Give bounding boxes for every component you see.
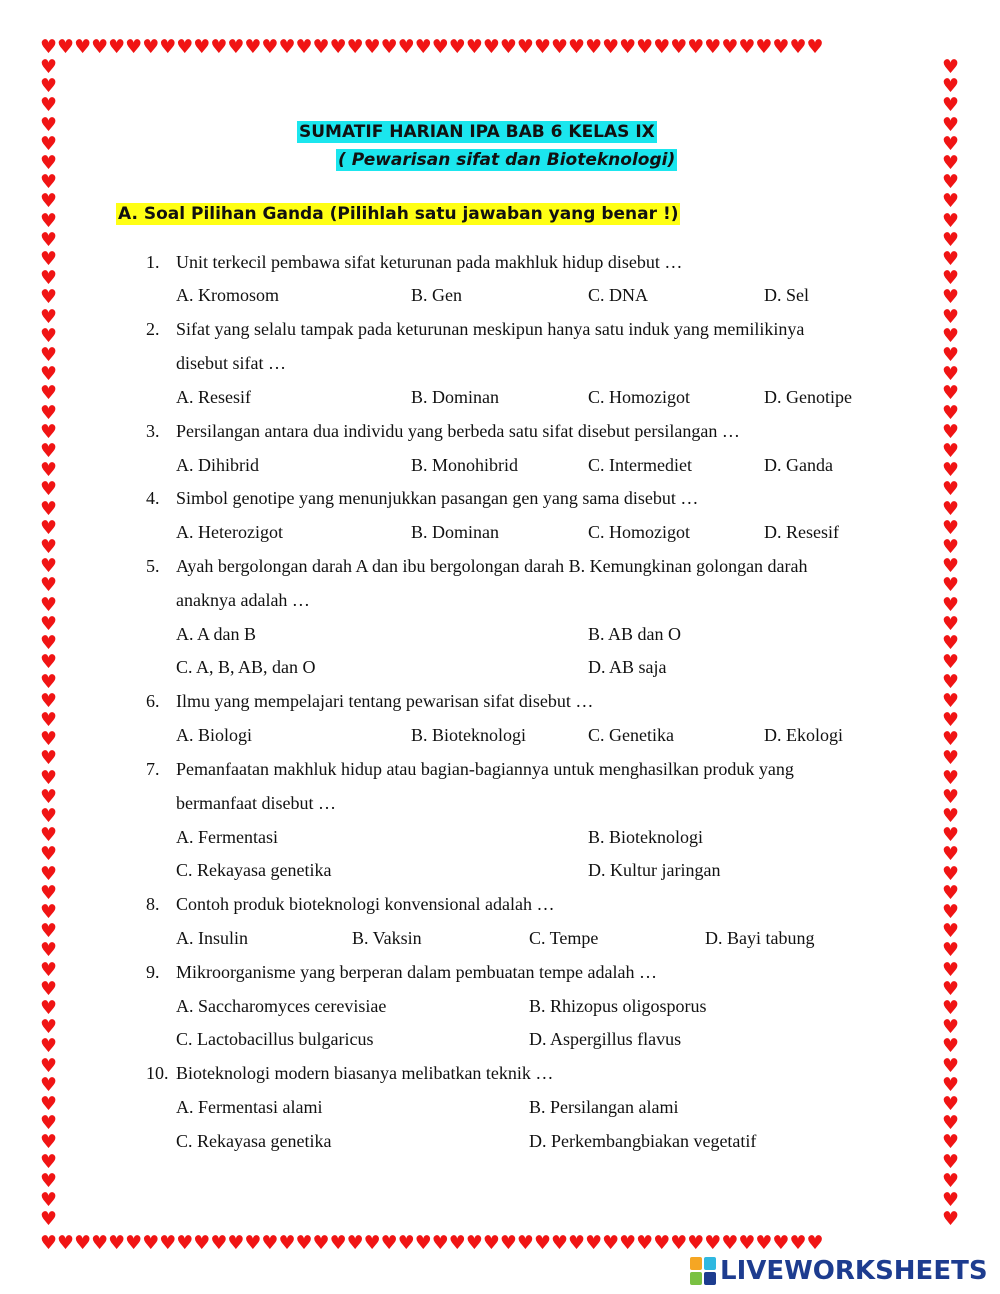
option-8a[interactable]: A. Insulin xyxy=(176,928,248,948)
liveworksheets-logo xyxy=(690,1254,988,1288)
option-3c[interactable]: C. Intermediet xyxy=(588,455,692,475)
option-6c[interactable]: C. Genetika xyxy=(588,725,674,745)
question-10 xyxy=(146,1063,553,1084)
worksheet-subtitle: ( Pewarisan sifat dan Bioteknologi) xyxy=(338,150,676,170)
option-2c[interactable]: C. Homozigot xyxy=(588,387,690,407)
question-number: 10. xyxy=(146,1063,169,1083)
option-6b[interactable]: B. Bioteknologi xyxy=(411,725,527,745)
option-10c[interactable]: C. Rekayasa genetika xyxy=(176,1131,332,1151)
logo-text: LIVEWORKSHEETS xyxy=(720,1256,988,1286)
question-5 xyxy=(146,556,808,577)
heart-border-right: ♥♥♥♥♥♥♥♥♥♥♥♥♥♥♥♥♥♥♥♥♥♥♥♥♥♥♥♥♥♥♥♥♥♥♥♥♥♥♥♥♥♥♥♥♥♥♥♥♥♥♥♥♥♥♥♥♥♥♥♥♥ xyxy=(942,58,960,1231)
worksheet-title: SUMATIF HARIAN IPA BAB 6 KELAS IX xyxy=(299,122,655,142)
option-4b[interactable]: B. Dominan xyxy=(411,522,499,542)
option-3a[interactable]: A. Dihibrid xyxy=(176,455,259,475)
option-3b[interactable]: B. Monohibrid xyxy=(411,455,519,475)
question-7 xyxy=(146,759,794,780)
question-number: 5. xyxy=(146,556,160,576)
option-2b[interactable]: B. Dominan xyxy=(411,387,499,407)
question-8 xyxy=(146,894,554,915)
option-6a[interactable]: A. Biologi xyxy=(176,725,253,745)
question-text: Unit terkecil pembawa sifat keturunan pada makhluk hidup disebut … xyxy=(176,252,683,272)
question-text: Ilmu yang mempelajari tentang pewarisan sifat disebut … xyxy=(176,691,594,711)
heart-border-top: ♥♥♥♥♥♥♥♥♥♥♥♥♥♥♥♥♥♥♥♥♥♥♥♥♥♥♥♥♥♥♥♥♥♥♥♥♥♥♥♥♥♥♥♥♥♥ xyxy=(40,38,824,58)
option-8b[interactable]: B. Vaksin xyxy=(352,928,422,948)
option-7a[interactable]: A. Fermentasi xyxy=(176,827,278,847)
option-2d[interactable]: D. Genotipe xyxy=(764,387,852,407)
option-10b[interactable]: B. Persilangan alami xyxy=(529,1097,679,1117)
question-text-continued: anaknya adalah … xyxy=(176,590,310,610)
question-2 xyxy=(146,319,804,340)
option-2a[interactable]: A. Resesif xyxy=(176,387,251,407)
option-8c[interactable]: C. Tempe xyxy=(529,928,599,948)
option-9c[interactable]: C. Lactobacillus bulgaricus xyxy=(176,1029,374,1049)
question-number: 3. xyxy=(146,421,160,441)
option-1d[interactable]: D. Sel xyxy=(764,285,809,305)
question-text: Persilangan antara dua individu yang berbeda satu sifat disebut persilangan … xyxy=(176,421,740,441)
question-4 xyxy=(146,488,698,509)
question-6 xyxy=(146,691,593,712)
question-number: 8. xyxy=(146,894,160,914)
option-10d[interactable]: D. Perkembangbiakan vegetatif xyxy=(529,1131,757,1151)
heart-border-bottom: ♥♥♥♥♥♥♥♥♥♥♥♥♥♥♥♥♥♥♥♥♥♥♥♥♥♥♥♥♥♥♥♥♥♥♥♥♥♥♥♥♥♥♥♥♥♥ xyxy=(40,1234,824,1254)
option-4c[interactable]: C. Homozigot xyxy=(588,522,690,542)
question-number: 4. xyxy=(146,488,160,508)
option-4d[interactable]: D. Resesif xyxy=(764,522,839,542)
question-text: Ayah bergolongan darah A dan ibu bergolongan darah B. Kemungkinan golongan darah xyxy=(176,556,808,576)
option-3d[interactable]: D. Ganda xyxy=(764,455,833,475)
question-number: 6. xyxy=(146,691,160,711)
question-text: Mikroorganisme yang berperan dalam pembuatan tempe adalah … xyxy=(176,962,657,982)
question-text: Simbol genotipe yang menunjukkan pasangan gen yang sama disebut … xyxy=(176,488,699,508)
question-number: 9. xyxy=(146,962,160,982)
option-9b[interactable]: B. Rhizopus oligosporus xyxy=(529,996,707,1016)
option-6d[interactable]: D. Ekologi xyxy=(764,725,843,745)
question-text-continued: disebut sifat … xyxy=(176,353,286,373)
question-9 xyxy=(146,962,657,983)
option-10a[interactable]: A. Fermentasi alami xyxy=(176,1097,323,1117)
option-5d[interactable]: D. AB saja xyxy=(588,657,667,677)
question-number: 7. xyxy=(146,759,160,779)
question-text: Contoh produk bioteknologi konvensional adalah … xyxy=(176,894,555,914)
option-4a[interactable]: A. Heterozigot xyxy=(176,522,283,542)
question-number: 2. xyxy=(146,319,160,339)
question-3 xyxy=(146,421,740,442)
question-number: 1. xyxy=(146,252,160,272)
option-7d[interactable]: D. Kultur jaringan xyxy=(588,860,721,880)
option-5a[interactable]: A. A dan B xyxy=(176,624,257,644)
option-1b[interactable]: B. Gen xyxy=(411,285,462,305)
option-7b[interactable]: B. Bioteknologi xyxy=(588,827,704,847)
option-1a[interactable]: A. Kromosom xyxy=(176,285,279,305)
option-9a[interactable]: A. Saccharomyces cerevisiae xyxy=(176,996,387,1016)
question-text-continued: bermanfaat disebut … xyxy=(176,793,336,813)
question-1 xyxy=(146,252,682,273)
option-9d[interactable]: D. Aspergillus flavus xyxy=(529,1029,682,1049)
logo-mark-icon xyxy=(690,1257,716,1285)
heart-border-left: ♥♥♥♥♥♥♥♥♥♥♥♥♥♥♥♥♥♥♥♥♥♥♥♥♥♥♥♥♥♥♥♥♥♥♥♥♥♥♥♥♥♥♥♥♥♥♥♥♥♥♥♥♥♥♥♥♥♥♥♥♥ xyxy=(40,58,58,1231)
option-5c[interactable]: C. A, B, AB, dan O xyxy=(176,657,316,677)
section-heading: A. Soal Pilihan Ganda (Pilihlah satu jawaban yang benar !) xyxy=(118,204,679,224)
option-8d[interactable]: D. Bayi tabung xyxy=(705,928,815,948)
question-text: Sifat yang selalu tampak pada keturunan meskipun hanya satu induk yang memilikinya xyxy=(176,319,805,339)
question-text: Bioteknologi modern biasanya melibatkan teknik … xyxy=(176,1063,554,1083)
option-1c[interactable]: C. DNA xyxy=(588,285,649,305)
question-text: Pemanfaatan makhluk hidup atau bagian-bagiannya untuk menghasilkan produk yang xyxy=(176,759,794,779)
option-7c[interactable]: C. Rekayasa genetika xyxy=(176,860,332,880)
option-5b[interactable]: B. AB dan O xyxy=(588,624,682,644)
